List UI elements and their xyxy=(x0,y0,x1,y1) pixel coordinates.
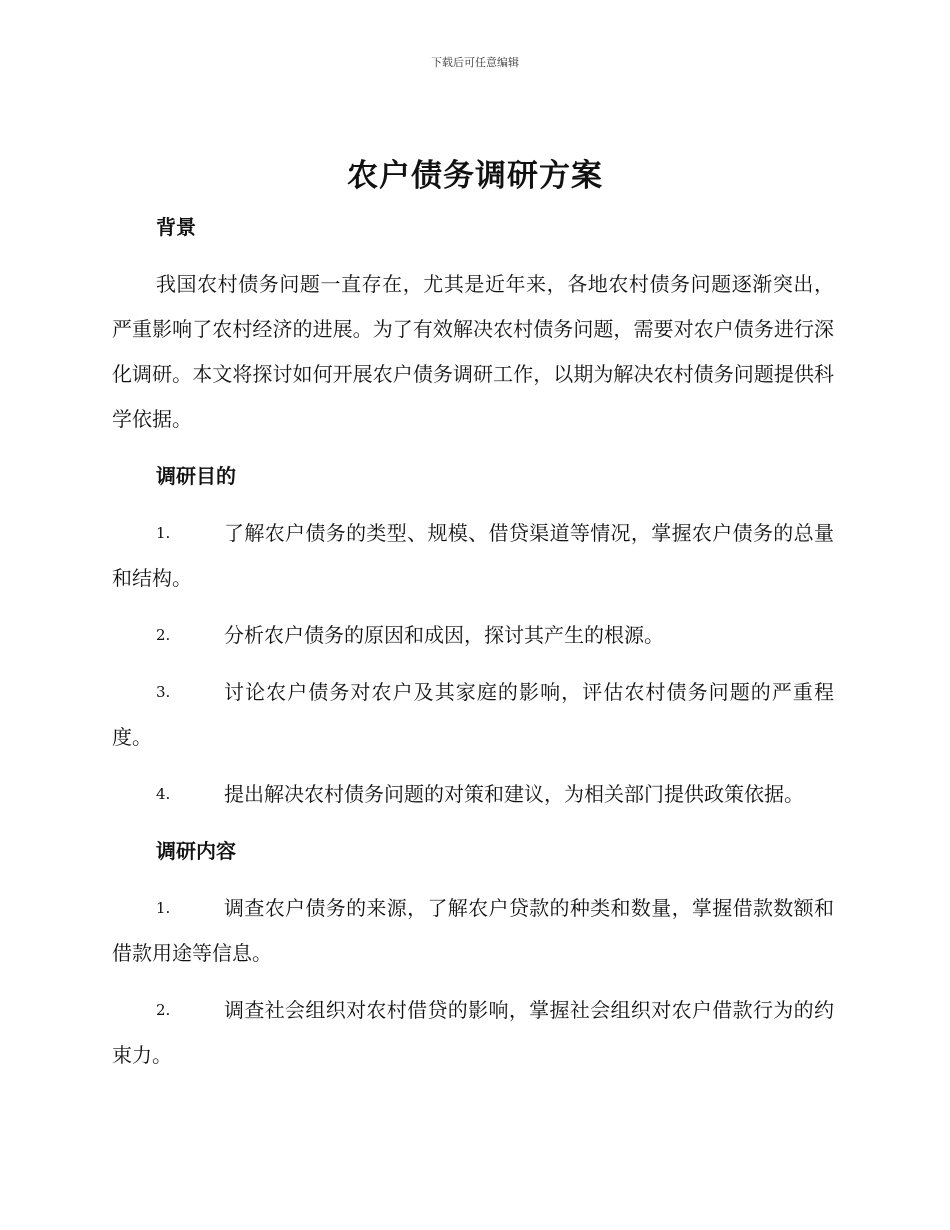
list-number: 1. xyxy=(156,899,171,917)
list-item-text: 了解农户债务的类型、规模、借贷渠道等情况，掌握农户债务的总量和结构。 xyxy=(112,521,834,590)
list-number: 2. xyxy=(156,626,171,644)
list-number: 4. xyxy=(156,785,171,803)
list-item-text: 调查农户债务的来源，了解农户贷款的种类和数量，掌握借款数额和借款用途等信息。 xyxy=(112,896,834,965)
purpose-item-2 xyxy=(112,613,834,658)
section-heading-background: 背景 xyxy=(156,215,196,239)
list-item-text: 分析农户债务的原因和成因，探讨其产生的根源。 xyxy=(224,623,664,647)
list-item-text: 调查社会组织对农村借贷的影响，掌握社会组织对农户借款行为的约束力。 xyxy=(112,998,834,1067)
list-item-text: 提出解决农村债务问题的对策和建议，为相关部门提供政策依据。 xyxy=(224,782,804,806)
content-item-1 xyxy=(112,886,834,976)
background-paragraph: 我国农村债务问题一直存在，尤其是近年来，各地农村债务问题逐渐突出，严重影响了农村经济的进展。为了有效解决农村债务问题，需要对农户债务进行深化调研。本文将探讨如何开展农户债务调研工作，以期为解决农村债务问题提供科学依据。 xyxy=(112,272,834,431)
list-item-text: 讨论农户债务对农户及其家庭的影响，评估农村债务问题的严重程度。 xyxy=(112,680,834,749)
content-item-2 xyxy=(112,988,834,1078)
page-header-note: 下载后可任意编辑 xyxy=(431,56,519,69)
document-body xyxy=(112,205,834,1090)
list-number: 1. xyxy=(156,524,171,542)
purpose-item-3 xyxy=(112,670,834,760)
section-heading-purpose: 调研目的 xyxy=(156,464,236,488)
purpose-item-1 xyxy=(112,511,834,601)
document-title: 农户债务调研方案 xyxy=(347,158,603,194)
list-number: 3. xyxy=(156,683,171,701)
list-number: 2. xyxy=(156,1001,171,1019)
purpose-item-4 xyxy=(112,772,834,817)
section-heading-content: 调研内容 xyxy=(156,839,236,863)
